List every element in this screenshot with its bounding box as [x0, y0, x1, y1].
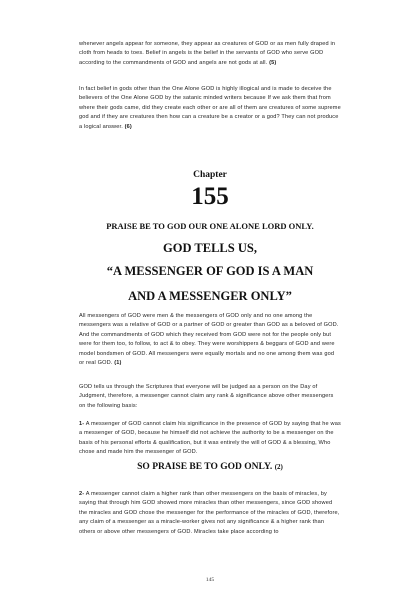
- so-praise-text: SO PRAISE BE TO GOD ONLY.: [137, 462, 273, 472]
- point-1-number: 1-: [79, 421, 85, 427]
- point-2-number: 2-: [79, 491, 85, 497]
- paragraph-gods-illogical: [79, 85, 341, 132]
- paragraph-gods-illogical-text: In fact belief in gods other than the One Alone GOD is highly illogical and is made to deceive the believers of the One Alone GOD by the satanic minded writers because If we ask them that from where their gods came, did they create each other or are all of them are creatures of some supreme god and if they are creatures then how can a creature be a creator or a god? They can not produce a logical answer.: [79, 86, 341, 130]
- paragraph-angels-text: whenever angels appear for someone, they appear as creatures of GOD or as men fully draped in cloth from heads to toes. Belief in angels is the belief in the servants of GOD who serve GOD according to the commandments of GOD and angels are not gods at all.: [79, 41, 336, 66]
- footnote-ref-6: (6): [124, 123, 132, 130]
- paragraph-messengers-men: [79, 312, 341, 368]
- so-praise-heading: [0, 462, 420, 472]
- paragraph-angels: [79, 40, 341, 68]
- praise-heading: PRAISE BE TO GOD OUR ONE ALONE LORD ONLY.: [106, 221, 314, 231]
- quote-heading-line1: “A MESSENGER OF GOD IS A MAN: [106, 264, 314, 278]
- paragraph-messengers-men-text: All messengers of GOD were men & the messengers of GOD only and no one among the messengers was a relative of GOD or a partner of GOD or greater than GOD as a beloved of GOD. And the commandments of GOD which they received from GOD were not for the people only but were for them too, to follow, to act & to obey. They were worshippers & beggars of GOD and were model bondsmen of GOD. All messengers were equally mortals and no one among them was god or real GOD.: [79, 313, 339, 367]
- paragraph-point-2-text: A messenger cannot claim a higher rank than other messengers on the basis of miracles, by saying that through him GOD showed more miracles than other messengers, since GOD showed the miracles and GOD chose the messenger for the performance of the miracles of GOD, therefore, any claim of a messenger as a miracle-worker gives not any significance & a higher rank than others or above other messengers of GOD. Miracles take place according to: [79, 491, 340, 535]
- paragraph-point-2: [79, 490, 341, 537]
- paragraph-judgment-text: GOD tells us through the Scriptures that everyone will be judged as a person on the Day of Judgment, therefore, a messenger cannot claim any rank & significance above other messengers on the following basis:: [79, 384, 334, 409]
- footnote-ref-1: (1): [114, 360, 122, 367]
- page-number: 145: [205, 577, 215, 583]
- paragraph-point-1: [79, 420, 341, 458]
- chapter-label: Chapter: [193, 170, 227, 180]
- paragraph-judgment: [79, 383, 341, 411]
- footnote-ref-5: (5): [269, 59, 277, 66]
- quote-heading-line2: AND A MESSENGER ONLY”: [128, 289, 292, 303]
- chapter-number: 155: [191, 183, 229, 210]
- god-tells-heading: GOD TELLS US,: [163, 241, 257, 255]
- paragraph-point-1-text: A messenger of GOD cannot claim his significance in the presence of GOD by saying that he was a messenger of GOD, because he himself did not achieve the authority to be a messenger on the basis of his personal efforts & qualification, but it was entirely the will of GOD & a blessing, Who chose and made him the messenger of GOD.: [79, 421, 341, 456]
- footnote-ref-2: (2): [274, 463, 283, 471]
